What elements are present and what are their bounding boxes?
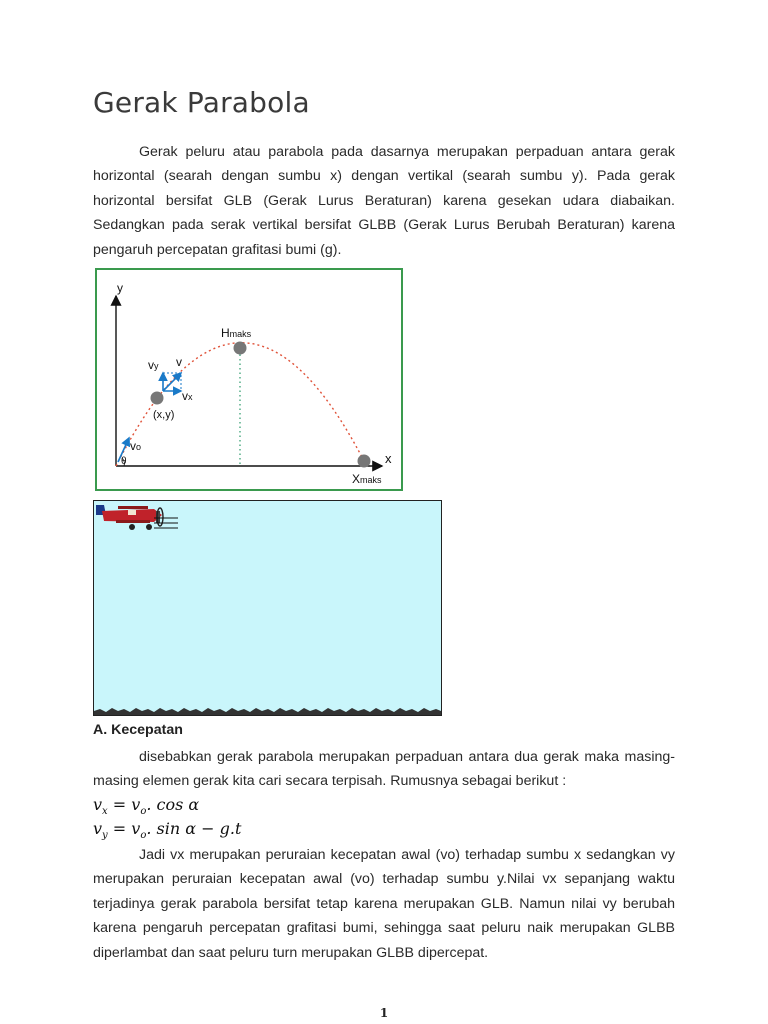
v-vector: [163, 373, 181, 391]
theta-label: θ: [121, 456, 127, 467]
page-title: Gerak Parabola: [93, 86, 310, 119]
explanation-text: Jadi vx merupakan peruraian kecepatan awal (vo) terhadap sumbu x sedangkan vy merupakan peruraian kecepatan awal (vo) terhadap sumbu y.Nilai vx sepanjang waktu terjadinya gerak parabola bersifat tetap karena merupakan GLB. Namun nilai vy berubah karena pengaruh percepatan grafitasi bumi, sehingga saat peluru naik merupakan GLBB diperlambat dan saat peluru turn merupakan GLBB dipercepat.: [93, 847, 675, 961]
ground-line: [94, 708, 441, 715]
plane-animation: [93, 500, 442, 716]
v-label: v: [176, 355, 182, 369]
x-max-label: Xmaks: [352, 472, 382, 486]
vy-label: vy: [148, 358, 159, 372]
page-number: 1: [379, 1006, 389, 1020]
ball-end: [358, 455, 371, 468]
intro-text: Gerak peluru atau parabola pada dasarnya merupakan perpaduan antara gerak horizontal (searah dengan sumbu x) dengan vertikal (searah sumbu y). Pada gerak horizontal bersifat GLB (Gerak Lurus Beraturan) karena gesekan udara diabaikan. Sedangkan pada serak vertikal bersifat GLBB (Gerak Lurus Berubah Beraturan) karena pengaruh percepatan grafitasi bumi (g).: [93, 144, 675, 258]
parabola-diagram-svg: [97, 270, 401, 489]
ball-mid: [151, 392, 164, 405]
plane-icon: [96, 505, 163, 530]
parabola-diagram: [95, 268, 403, 491]
vx-label: vx: [182, 389, 193, 403]
ball-top: [234, 342, 247, 355]
explanation-paragraph: [93, 843, 675, 965]
intro-paragraph: [93, 140, 675, 262]
y-axis-label: y: [117, 281, 123, 295]
formula-vy: $v_y = v_o$. sin α − g.t: [93, 819, 242, 842]
formula-vx: $v_x = v_o$. cos α: [93, 795, 200, 818]
vo-label: vo: [130, 439, 142, 453]
point-label: (x,y): [153, 409, 175, 421]
plane-animation-svg: [94, 501, 441, 715]
section-intro-text: disebabkan gerak parabola merupakan perpaduan antara dua gerak maka masing-masing elemen gerak kita cari secara terpisah. Rumusnya sebagai berikut :: [93, 749, 675, 790]
section-heading-kecepatan: A. Kecepatan: [93, 722, 183, 738]
h-max-label: Hmaks: [221, 326, 252, 340]
x-axis-label: x: [385, 451, 392, 466]
section-intro-paragraph: [93, 745, 675, 794]
